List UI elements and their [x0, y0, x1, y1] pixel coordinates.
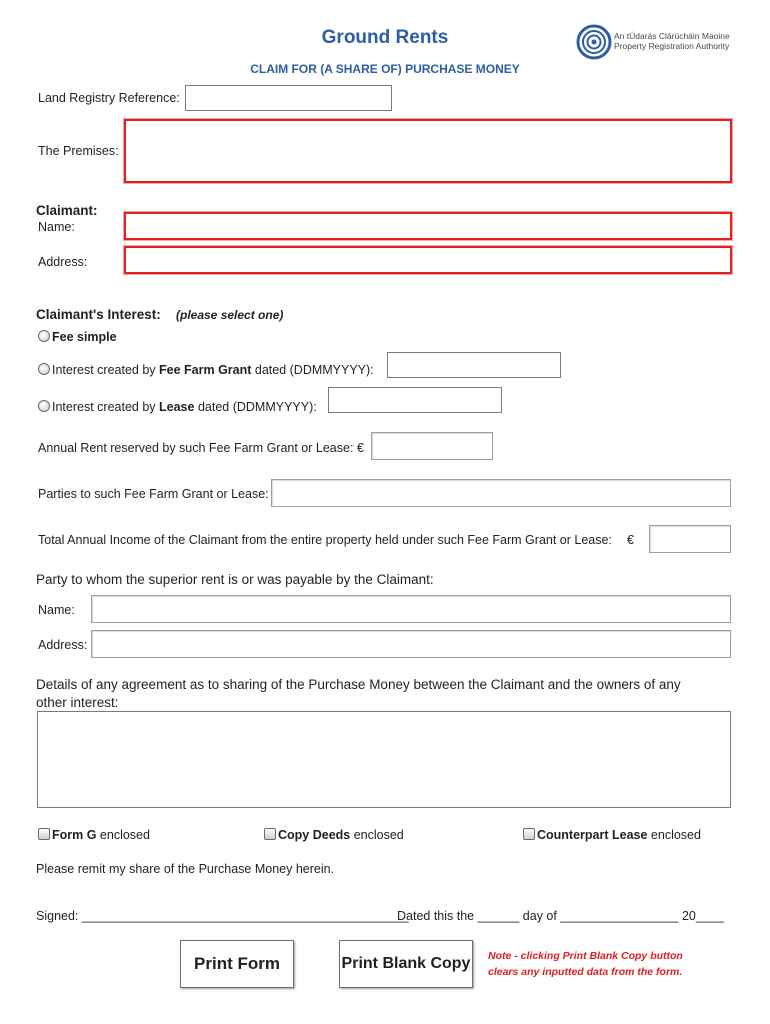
land-registry-ref-label: Land Registry Reference:: [38, 91, 180, 105]
superior-address-input[interactable]: [91, 630, 731, 658]
lease-radio[interactable]: [38, 400, 50, 412]
superior-name-label: Name:: [38, 603, 75, 617]
logo-line-irish: An tÚdarás Clárúcháin Maoine: [614, 31, 730, 41]
lease-date-input[interactable]: [328, 387, 502, 413]
claimant-heading: Claimant:: [36, 203, 98, 218]
superior-name-input[interactable]: [91, 595, 731, 623]
lease-suffix: dated (DDMMYYYY):: [194, 400, 317, 414]
superior-address-label: Address:: [38, 638, 88, 652]
total-income-label: Total Annual Income of the Claimant from the entire property held under such Fee Farm Grant or Lease:: [38, 533, 612, 547]
counterpart-rest: enclosed: [647, 828, 701, 842]
land-registry-ref-input[interactable]: [185, 85, 392, 111]
lease-bold: Lease: [159, 400, 195, 414]
euro-symbol-income: €: [627, 533, 634, 547]
dated-line: Dated this the ______ day of _________________ 20____: [397, 909, 724, 923]
form-subtitle: CLAIM FOR (A SHARE OF) PURCHASE MONEY: [250, 62, 520, 76]
ffg-bold: Fee Farm Grant: [159, 363, 252, 377]
counterpart-lease-checkbox[interactable]: [523, 828, 535, 840]
note-line-1: Note - clicking Print Blank Copy button: [488, 950, 683, 962]
form-g-bold: Form G: [52, 828, 97, 842]
counterpart-lease-label: [537, 828, 701, 842]
fee-simple-label: Fee simple: [52, 330, 117, 344]
copy-deeds-checkbox[interactable]: [264, 828, 276, 840]
ffg-suffix: dated (DDMMYYYY):: [251, 363, 374, 377]
ffg-prefix: Interest created by: [52, 363, 160, 377]
claimant-name-input[interactable]: [124, 212, 732, 240]
lease-prefix: Interest created by: [52, 400, 160, 414]
pra-logo-icon: [576, 24, 612, 60]
print-form-button[interactable]: Print Form: [180, 940, 294, 988]
parties-label: Parties to such Fee Farm Grant or Lease:: [38, 487, 269, 501]
form-g-rest: enclosed: [96, 828, 150, 842]
signed-line: Signed: _______________________________________________: [36, 909, 409, 923]
note-line-2: clears any inputted data from the form.: [488, 966, 683, 978]
agreement-heading-line2: other interest:: [36, 695, 119, 710]
lease-label: [52, 400, 317, 414]
logo-line-english: Property Registration Authority: [614, 41, 730, 51]
fee-farm-grant-date-input[interactable]: [387, 352, 561, 378]
interest-hint: (please select one): [176, 308, 284, 322]
agreement-details-input[interactable]: [37, 711, 731, 808]
print-blank-copy-button[interactable]: Print Blank Copy: [339, 940, 473, 988]
agreement-heading-line1: Details of any agreement as to sharing of the Purchase Money between the Claimant and the owners of any: [36, 677, 681, 692]
fee-farm-grant-label: [52, 363, 374, 377]
interest-heading: Claimant's Interest:: [36, 307, 161, 322]
claimant-name-label: Name:: [38, 220, 75, 234]
superior-heading: Party to whom the superior rent is or was payable by the Claimant:: [36, 572, 434, 587]
fee-farm-grant-radio[interactable]: [38, 363, 50, 375]
premises-input[interactable]: [124, 119, 732, 183]
pra-logo-text: [614, 31, 730, 51]
claimant-address-label: Address:: [38, 255, 88, 269]
copy-deeds-rest: enclosed: [350, 828, 404, 842]
form-title: Ground Rents: [321, 27, 449, 48]
claimant-address-input[interactable]: [124, 246, 732, 274]
copy-deeds-label: [278, 828, 404, 842]
form-g-label: [52, 828, 150, 842]
total-income-input[interactable]: [649, 525, 731, 553]
counterpart-bold: Counterpart Lease: [537, 828, 648, 842]
copy-deeds-bold: Copy Deeds: [278, 828, 351, 842]
premises-label: The Premises:: [38, 144, 119, 158]
form-g-checkbox[interactable]: [38, 828, 50, 840]
remit-text: Please remit my share of the Purchase Money herein.: [36, 862, 335, 876]
fee-simple-radio[interactable]: [38, 330, 50, 342]
annual-rent-label: Annual Rent reserved by such Fee Farm Grant or Lease:: [38, 441, 354, 455]
parties-input[interactable]: [271, 479, 731, 507]
print-blank-note: [488, 948, 683, 980]
euro-symbol-annual: €: [357, 441, 364, 455]
annual-rent-input[interactable]: [371, 432, 493, 460]
